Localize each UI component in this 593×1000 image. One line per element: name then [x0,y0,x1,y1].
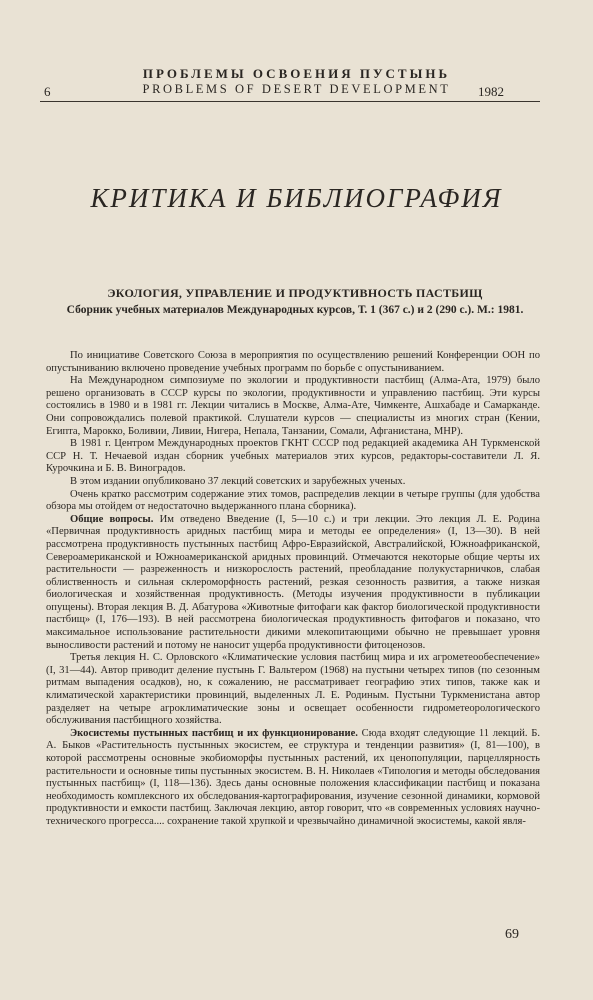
header-year: 1982 [478,84,504,99]
article-title: ЭКОЛОГИЯ, УПРАВЛЕНИЕ И ПРОДУКТИВНОСТЬ ПАСТБИЩ [107,286,483,300]
section-title: КРИТИКА И БИБЛИОГРАФИЯ [90,183,503,213]
paragraph-6-lead: Общие вопросы. [70,513,154,525]
paragraph-6 [46,514,540,653]
paragraph-7: Третья лекция Н. С. Орловского «Климатические условия пастбищ мира и их агрометеообеспечение» (I, 31—44). Автор приводит деление пустынь Г. Вальтером (1968) на пустыни четырех типов (по сезонным ритмам выпадения осадков), но, к сожалению, не рассматривает географию этих типов, также как и климатической характеристики провинций, выделенных Л. Е. Родиным. Пустыни Туркменистана автор разделяет на четыре агроклиматические зоны и освещает особенности гидрометеорологического обслуживания пастбищного хозяйства. [46,652,540,727]
article-body [46,350,540,829]
paragraph-1: По инициативе Советского Союза в мероприятия по осуществлению решений Конференции ООН по опустыниванию включено проведение учебных программ по борьбе с опустыниванием. [46,350,540,374]
paragraph-4: В этом издании опубликовано 37 лекций советских и зарубежных ученых. [70,475,406,487]
paragraph-2: На Международном симпозиуме по экологии и продуктивности пастбищ (Алма-Ата, 1979) было решено организовать в СССР курсы по экологии, продуктивности и управлению пастбищ. Эти курсы состоялись в 1980 и в 1981 гг. Лекции читались в Москве, Алма-Ате, Чимкенте, Ашхабаде и Самарканде. Они сопровождались полевой практикой. Слушатели курсов — специалисты из многих стран (Кении, Египта, Марокко, Боливии, Ливии, Нигера, Непала, Танзании, Сомали, Афганистана, МНР). [46,375,540,437]
article-subtitle: Сборник учебных материалов Международных курсов, Т. 1 (367 с.) и 2 (290 с.). М.: 1981. [66,304,524,316]
paragraph-8-lead: Экосистемы пустынных пастбищ и их функционирование. [70,727,358,739]
paragraph-3: В 1981 г. Центром Международных проектов ГКНТ СССР под редакцией академика АН Туркменской ССР Н. Т. Нечаевой издан сборник учебных материалов этих курсов, редакторы-составители Л. Я. Курочкина и Б. В. Виноградов. [46,438,540,475]
paragraph-8-text: Сюда входят следующие 11 лекций. Б. А. Быков «Растительность пустынных экосистем, ее структура и тенденции развития» (I, 81—100), в которой рассмотрены основные экобиоморфы пустынных растений, их ценопопуляции, парцеллярность растительности и основные типы пустынных экосистем. В. Н. Николаев «Типология и методы обследования пустынных пастбищ» (I, 118—136). Здесь даны основные положения классификации пастбищ и показана необходимость комплексного их обследования-картографирования, изучение сезонной динамики, кормовой продуктивности и емкости пастбищ. Заключая лекцию, автор говорит, что «в современных условиях научно-технического прогресса.... сохранение такой хрупкой и чрезвычайно динамичной экосистемы, какой явля- [46,727,540,827]
footer-page-number: 69 [505,927,519,942]
paragraph-8 [46,728,540,829]
paragraph-5: Очень кратко рассмотрим содержание этих томов, распределив лекции в четыре группы (для удобства обзора мы отойдем от недостаточно выдержанного плана сборника). [46,488,540,513]
header-page-number: 6 [44,84,51,99]
journal-title-ru: ПРОБЛЕМЫ ОСВОЕНИЯ ПУСТЫНЬ [142,66,451,81]
journal-title-en: PROBLEMS OF DESERT DEVELOPMENT [142,82,451,96]
paragraph-6-text: Им отведено Введение (I, 5—10 с.) и три лекции. Это лекция Л. Е. Родина «Первичная продуктивность аридных пастбищ мира и методы ее определения» (I, 13—30). В ней рассмотрена продуктивность пустынных пастбищ Афро-Евразийской, Австралийской, Южноафриканской, Североамериканской и Южноамериканской аридных провинций. Отмечаются некоторые общие черты их растительности — разреженность и низкорослость растений, преобладание полукустарничков, слабая облиственность и сильная склероморфность растений, резкая сезонность развития, а также низкая биологическая и хозяйственная продуктивность. (Методы изучения продуктивности в публикации опущены). Вторая лекция В. Д. Абатурова «Животные фитофаги как фактор биологической продуктивности пастбищ» (I, 176—193). В ней рассмотрена биологическая продуктивность фитофагов и показано, что максимальное использование растительности дикими млекопитающими обычно не превышает уровня выносливости растений и потому не наносит ущерба продуктивности фитоценозов. [46,513,540,651]
header-divider [40,101,540,102]
